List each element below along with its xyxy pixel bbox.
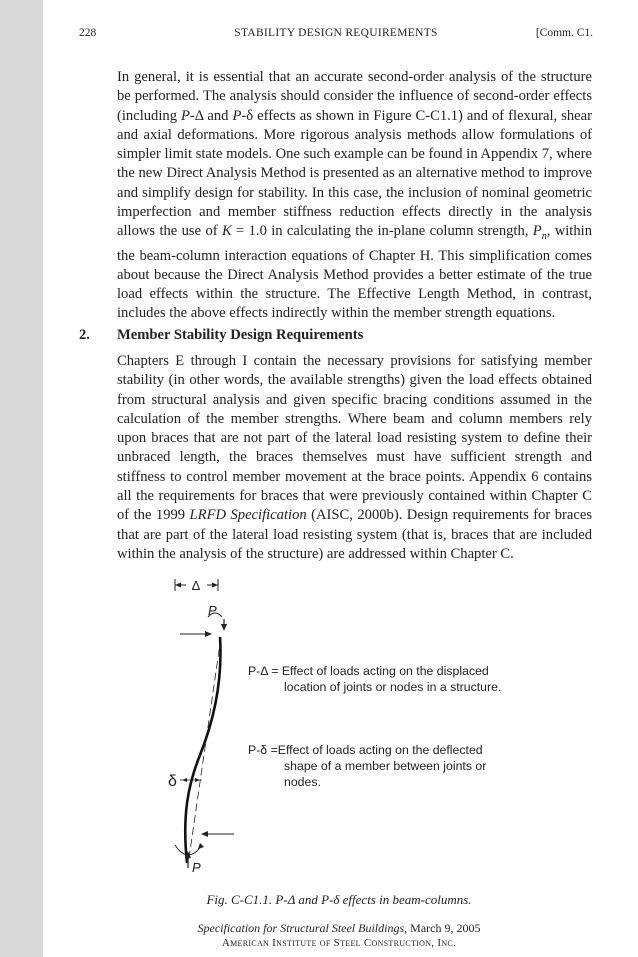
symbol-pn: P [532,223,542,240]
text-run: -Δ and [189,107,233,124]
legend-p-small-delta-line3: nodes. [284,775,321,789]
figure-caption: Fig. C-C1.1. P-Δ and P-δ effects in beam-columns. [206,892,472,907]
symbol-k: K [221,223,232,240]
text-run: -δ effects as shown in Figure C-C1.1) and of flexural, shear and axial deformations. More rigorous analysis methods allow formulations of simpler limit state models. One such example can be found in Appendix 7, where the new Direct Analysis Method is presented as an alternative method to improve and simplify design for stability. In this case, the inclusion of nominal geometric imperfection and member stiffness reduction effects directly in the analysis allows the use of [117,107,592,240]
symbol-p: P [232,107,242,124]
lrfd-specification-title: LRFD Specification [189,507,307,524]
displaced-chord-dashed [188,637,221,865]
legend-p-delta-line1: = Effect of loads acting on the displaced [267,664,489,678]
page-number: 228 [79,27,97,39]
load-p-bottom-label: P [192,860,201,875]
load-p-top-label: P [208,603,217,618]
text-run: (AISC, 2000b). Design requirements for braces that are part of the lateral load resisting system (that is, braces that are included within the analysis of the structure) are addressed within Chapter C. [117,507,592,562]
legend-p-small-delta-line2: shape of a member between joints or [284,759,487,773]
text-run: Chapters E through I contain the necessary provisions for satisfying member stability (in other words, the available strengths) given the load effects obtained from structural analysis and given specific bracing conditions assumed in the calculation of the member strengths. Where beam and column members rely upon braces that are not part of the lateral load resisting system to define their unbraced length, the braces themselves must have sufficient strength and stiffness to control member movement at the brace points. Appendix 6 contains all the requirements for braces that were previously contained within Chapter C of the 1999 [117,353,592,524]
symbol-p: P [181,107,190,124]
text-run: In general, it is essential that an accurate second-order analysis of the structure be performed. The analysis should consider the influence of second-order effects (including [117,69,592,124]
text-run: , within the beam-column interaction equations of Chapter H. This simplification comes about because the Direct Analysis Method provides a better estimate of the true load effects within the structure. The Effective Length Method, in contrast, includes the above effects indirectly within the member strength equations. [117,223,592,322]
legend-p-delta-line2: location of joints or nodes in a structure. [284,680,502,694]
footer-spec-title: Specification for Structural Steel Buildings, [197,921,408,935]
section-title: Member Stability Design Requirements [117,327,364,343]
footer-specification [0,921,638,936]
small-delta-label: δ [168,773,177,790]
page-margin-gutter [0,0,43,957]
beam-column-figure [150,575,510,880]
delta-dimension [175,578,218,593]
section-reference: [Comm. C1. [535,27,593,39]
legend-p-small-delta-term: P-δ [248,743,268,757]
footer-date: March 9, 2005 [407,921,481,935]
running-header [79,27,593,43]
text-run: = 1.0 in calculating the in-plane column strength, [231,223,533,240]
legend-p-small-delta-line1: =Effect of loads acting on the deflected [267,743,483,757]
paragraph-member-stability [117,352,592,564]
delta-label: Δ [191,578,201,593]
paragraph-second-order-analysis [117,68,592,324]
legend-p-delta [248,663,501,695]
legend-p-delta-term: P-Δ [248,664,268,678]
deflected-member [185,637,220,863]
running-title: STABILITY DESIGN REQUIREMENTS [234,27,438,39]
symbol-pn-subscript: n [541,231,547,243]
section-number: 2. [79,327,90,343]
footer-organization: American Institute of Steel Construction, Inc. [221,937,457,949]
legend-p-small-delta [248,742,486,790]
